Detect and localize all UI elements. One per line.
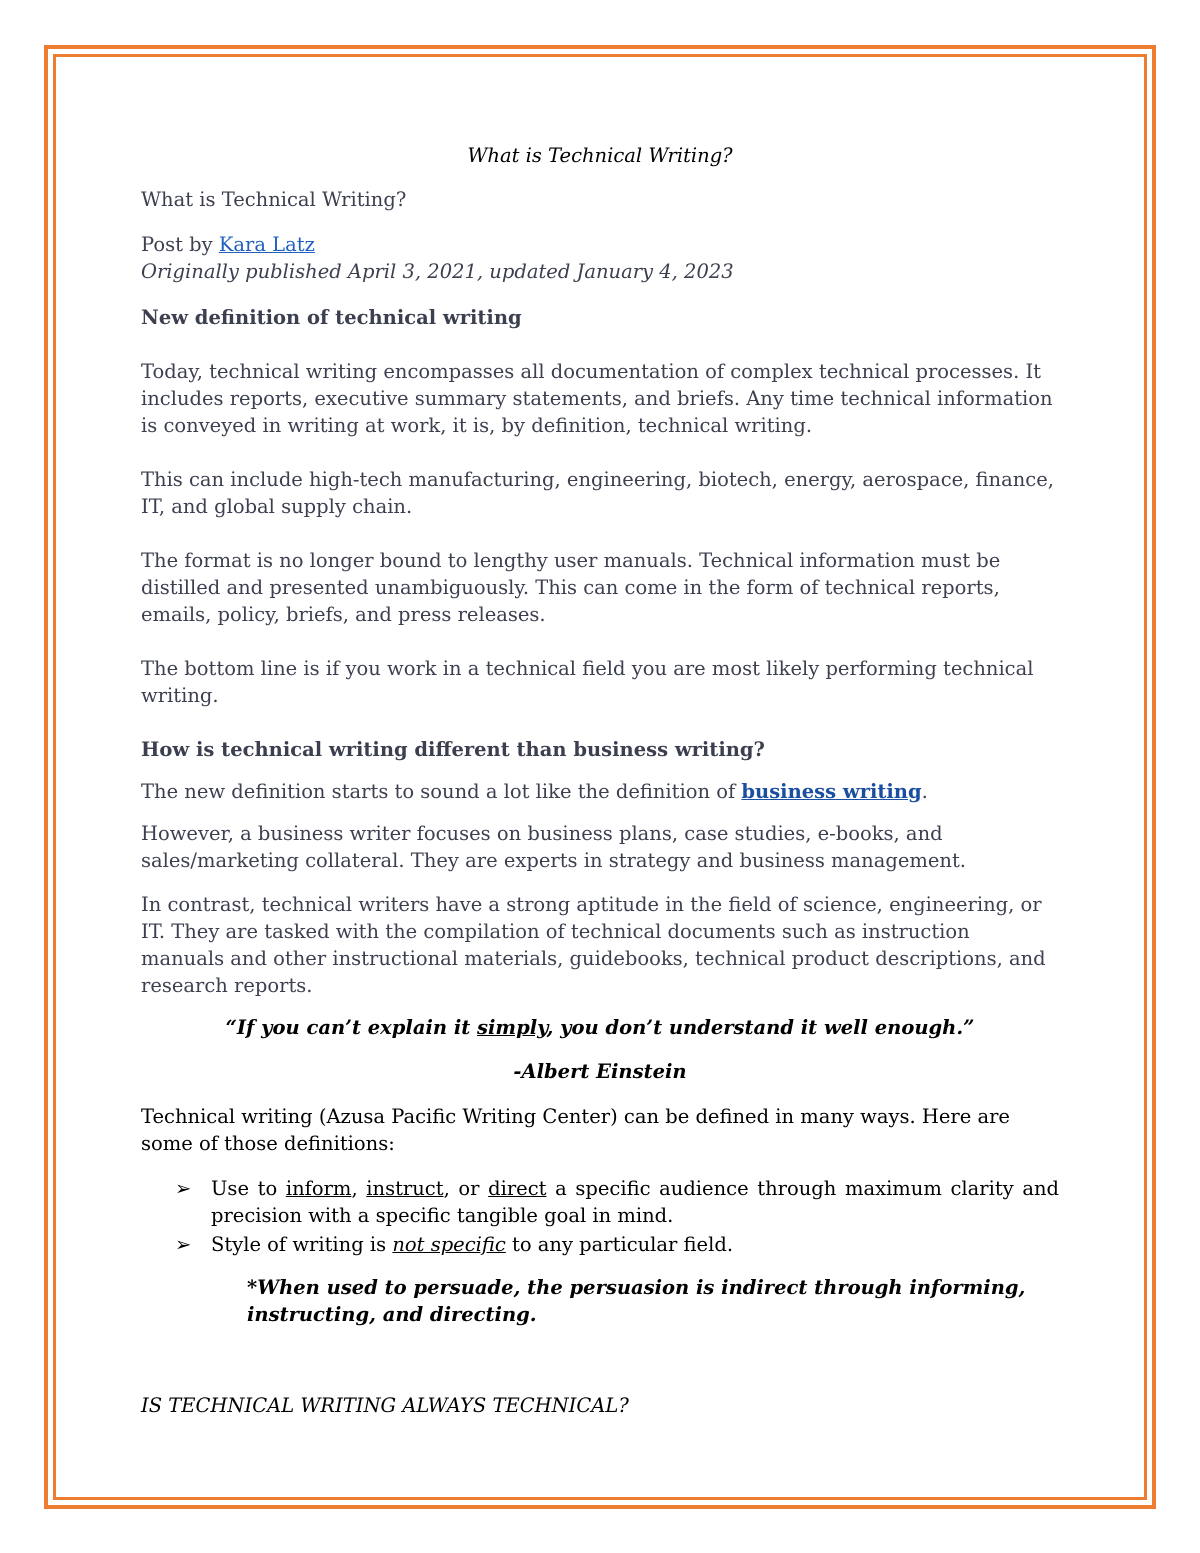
einstein-quote — [141, 1014, 1059, 1041]
paragraph-business-writer: However, a business writer focuses on business plans, case studies, e-books, and sales/marketing collateral. They are experts in strategy and business management. — [141, 822, 967, 872]
paragraph-new-definition — [141, 778, 1059, 805]
arrow-bullet-icon: ➢ — [175, 1177, 192, 1200]
para5-suffix: . — [921, 780, 928, 803]
quote-underlined-word: simply — [477, 1016, 547, 1039]
definition-list — [141, 1175, 1059, 1258]
paragraph-technical-writers: In contrast, technical writers have a strong aptitude in the field of science, engineering, or IT. They are tasked with the compilation of technical documents such as instruction manuals and other instructional materials, guidebooks, technical product descriptions, and research reports. — [141, 893, 1046, 997]
paragraph-definitions-intro: Technical writing (Azusa Pacific Writing Center) can be defined in many ways. Here are some of those definitions: — [141, 1105, 1010, 1155]
author-link[interactable]: Kara Latz — [218, 233, 315, 256]
section-heading-new-definition: New definition of technical writing — [141, 306, 522, 329]
persuasion-note: *When used to persuade, the persuasion is indirect through informing, instructing, and directing. — [247, 1276, 1026, 1326]
business-writing-link[interactable]: business writing — [741, 780, 922, 803]
quote-part-b: , you don’t understand it well enough.” — [546, 1016, 975, 1039]
document-body — [141, 142, 1059, 1419]
document-title: What is Technical Writing? — [467, 144, 733, 167]
paragraph-today: Today, technical writing encompasses all documentation of complex technical processes. It includes reports, executive summary statements, and briefs. Any time technical information is conveyed in writing at work, it is, by definition, technical writing. — [141, 360, 1053, 437]
paragraph-bottom-line: The bottom line is if you work in a technical field you are most likely performing technical writing. — [141, 657, 1034, 707]
paragraph-industries: This can include high-tech manufacturing, engineering, biotech, energy, aerospace, finance, IT, and global supply chain. — [141, 468, 1054, 518]
arrow-bullet-icon: ➢ — [175, 1233, 192, 1256]
author-line — [141, 231, 1059, 258]
quote-part-a: “If you can’t explain it — [225, 1016, 478, 1039]
section-heading-difference: How is technical writing different than business writing? — [141, 738, 765, 761]
section-heading-always-technical: IS TECHNICAL WRITING ALWAYS TECHNICAL? — [141, 1394, 629, 1417]
list-item: ➢ Use to inform, instruct, or direct a specific audience through maximum clarity and precision with a specific tangible goal in mind. — [175, 1177, 1059, 1227]
para5-prefix: The new definition starts to sound a lot like the definition of — [141, 780, 742, 803]
publish-date: Originally published April 3, 2021, updated January 4, 2023 — [141, 260, 734, 283]
article-title: What is Technical Writing? — [141, 188, 407, 211]
quote-attribution: -Albert Einstein — [513, 1060, 687, 1083]
author-prefix: Post by — [141, 233, 219, 256]
paragraph-format: The format is no longer bound to lengthy user manuals. Technical information must be distilled and presented unambiguously. This can come in the form of technical reports, emails, policy, briefs, and press releases. — [141, 549, 1001, 626]
list-item: ➢ Style of writing is not specific to any particular field. — [175, 1233, 734, 1256]
